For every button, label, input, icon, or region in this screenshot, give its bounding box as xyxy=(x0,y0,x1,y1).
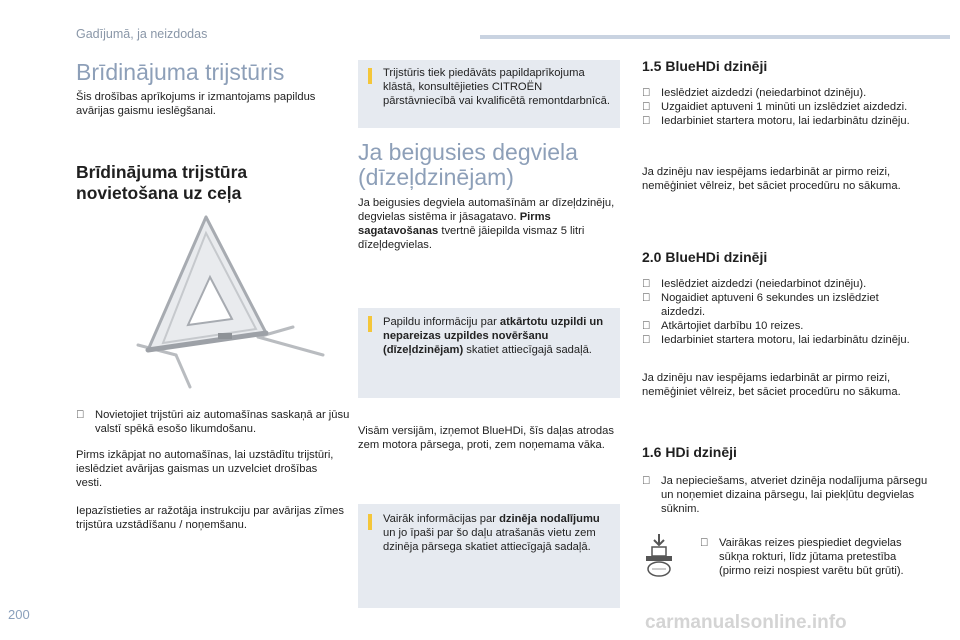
section-16-hdi-title: 1.6 HDi dzinēji xyxy=(642,444,737,460)
warning-triangle-illustration xyxy=(118,205,343,390)
note-accent-bar xyxy=(368,68,372,84)
engine-note-text-bold: dzinēja nodalījumu xyxy=(499,513,600,525)
header-bar xyxy=(480,35,950,39)
out-of-fuel-text-c: tvertnē jāiepilda vismaz 5 litri dīzeļdegvielas. xyxy=(358,225,585,251)
step-item xyxy=(642,100,912,114)
bullet-marker-icon xyxy=(642,86,661,100)
step-item xyxy=(642,114,912,128)
step-text: Uzgaidiet aptuveni 1 minūti un izslēdziet aizdedzi. xyxy=(661,101,908,113)
warning-triangle-title: Brīdinājuma trijstūris xyxy=(76,59,285,85)
section-16-hdi-bullet-text: Ja nepieciešams, atveriet dzinēja nodalījuma pārsegu un noņemiet dizaina pārsegu, lai piekļūtu degvielas sūknim. xyxy=(661,475,928,515)
pump-note-text: Vairākas reizes piespiediet degvielas sūkņa rokturi, līdz jūtama pretestība (pirmo reizi nospiest varētu būt grūti). xyxy=(719,537,904,577)
refuelling-note-text-c: skatiet attiecīgajā sadaļā. xyxy=(463,344,592,356)
bullet-marker-icon xyxy=(642,474,661,488)
section-header: Gadījumā, ja neizdodas xyxy=(76,27,208,41)
out-of-fuel-text-bold: Pirms sagatavošanas xyxy=(358,211,551,237)
refuelling-info-note xyxy=(358,308,620,398)
placement-bullet xyxy=(76,408,363,436)
engine-compartment-note-text xyxy=(383,512,612,554)
step-text: Iedarbiniet startera motoru, lai iedarbinātu dzinēju. xyxy=(661,115,910,127)
bullet-marker-icon xyxy=(76,408,95,422)
col1-paragraph-2: Iepazīstieties ar ražotāja instrukciju par avārijas zīmes trijstūra uzstādīšanu / noņemšanu. xyxy=(76,505,344,531)
step-item xyxy=(642,333,912,347)
engine-compartment-note xyxy=(358,504,620,608)
bullet-marker-icon xyxy=(642,291,661,305)
section-15-bluehdi-title: 1.5 BlueHDi dzinēji xyxy=(642,58,768,74)
step-text: Ieslēdziet aizdedzi (neiedarbinot dzinēju). xyxy=(661,87,867,99)
out-of-fuel-title: Ja beigusies degviela (dīzeļdzinējam) xyxy=(358,139,578,191)
hand-pump-icon xyxy=(642,532,676,578)
triangle-placement-subtitle: Brīdinājuma trijstūra novietošana uz ceļa xyxy=(76,162,248,203)
refuelling-note-text-a: Papildu informāciju par xyxy=(383,316,500,328)
bullet-marker-icon xyxy=(642,319,661,333)
note-accent-bar xyxy=(368,514,372,530)
section-20-bluehdi-steps xyxy=(642,277,912,347)
triangle-accessory-note xyxy=(358,60,620,128)
out-of-fuel-text-a: Ja beigusies degviela automašīnām ar dīzeļdzinēju, degvielas sistēma ir jāsagatavo. xyxy=(358,197,615,223)
section-15-bluehdi-paragraph: Ja dzinēju nav iespējams iedarbināt ar pirmo reizi, nemēģiniet vēlreiz, bet sāciet procedūru no sākuma. xyxy=(642,166,901,192)
section-16-hdi-bullet xyxy=(642,474,931,516)
triangle-accessory-note-text: Trijstūris tiek piedāvāts papildaprīkojuma klāstā, konsultējieties CITROËN pārstāvniecībā vai kvalificētā remontdarbnīcā. xyxy=(383,67,610,107)
bullet-marker-icon xyxy=(700,536,719,550)
bullet-marker-icon xyxy=(642,100,661,114)
note-accent-bar xyxy=(368,316,372,332)
refuelling-note-text-bold: atkārtotu uzpildi un nepareizas uzpildes novēršanu (dīzeļdzinējam) xyxy=(383,316,604,356)
bullet-marker-icon xyxy=(642,277,661,291)
bullet-marker-icon xyxy=(642,114,661,128)
step-text: Iedarbiniet startera motoru, lai iedarbinātu dzinēju. xyxy=(661,334,910,346)
page-number: 200 xyxy=(8,607,30,622)
step-text: Atkārtojiet darbību 10 reizes. xyxy=(661,320,804,332)
step-item xyxy=(642,319,912,333)
col1-paragraph-1: Pirms izkāpjat no automašīnas, lai uzstādītu trijstūri, ieslēdziet avārijas gaismas un uzvelciet drošības vesti. xyxy=(76,449,334,489)
step-item xyxy=(642,86,912,100)
engine-note-text-c: un jo īpaši par šo daļu atrašanās vietu zem dzinēja pārsega skatiet attiecīgajā sadaļā. xyxy=(383,527,596,553)
watermark: carmanualsonline.info xyxy=(645,612,847,633)
step-text: Nogaidiet aptuveni 6 sekundes un izslēdziet aizdedzi. xyxy=(661,292,879,318)
step-item xyxy=(642,277,912,291)
section-20-bluehdi-title: 2.0 BlueHDi dzinēji xyxy=(642,249,768,265)
refuelling-info-note-text xyxy=(383,315,612,357)
col2-paragraph-2: Visām versijām, izņemot BlueHDi, šīs daļas atrodas zem motora pārsega, proti, zem noņemama vāka. xyxy=(358,425,614,451)
bullet-marker-icon xyxy=(642,333,661,347)
engine-note-text-a: Vairāk informācijas par xyxy=(383,513,500,525)
section-20-bluehdi-paragraph: Ja dzinēju nav iespējams iedarbināt ar pirmo reizi, nemēģiniet vēlreiz, bet sāciet procedūru no sākuma. xyxy=(642,372,901,398)
section-15-bluehdi-steps xyxy=(642,86,912,128)
step-item xyxy=(642,291,912,319)
pump-note-bullet xyxy=(700,536,929,578)
warning-triangle-intro: Šis drošības aprīkojums ir izmantojams papildus avārijas gaismu ieslēgšanai. xyxy=(76,91,316,117)
step-text: Ieslēdziet aizdedzi (neiedarbinot dzinēju). xyxy=(661,278,867,290)
placement-bullet-text: Novietojiet trijstūri aiz automašīnas saskaņā ar jūsu valstī spēkā esošo likumdošanu. xyxy=(95,409,350,435)
out-of-fuel-paragraph xyxy=(358,196,620,252)
